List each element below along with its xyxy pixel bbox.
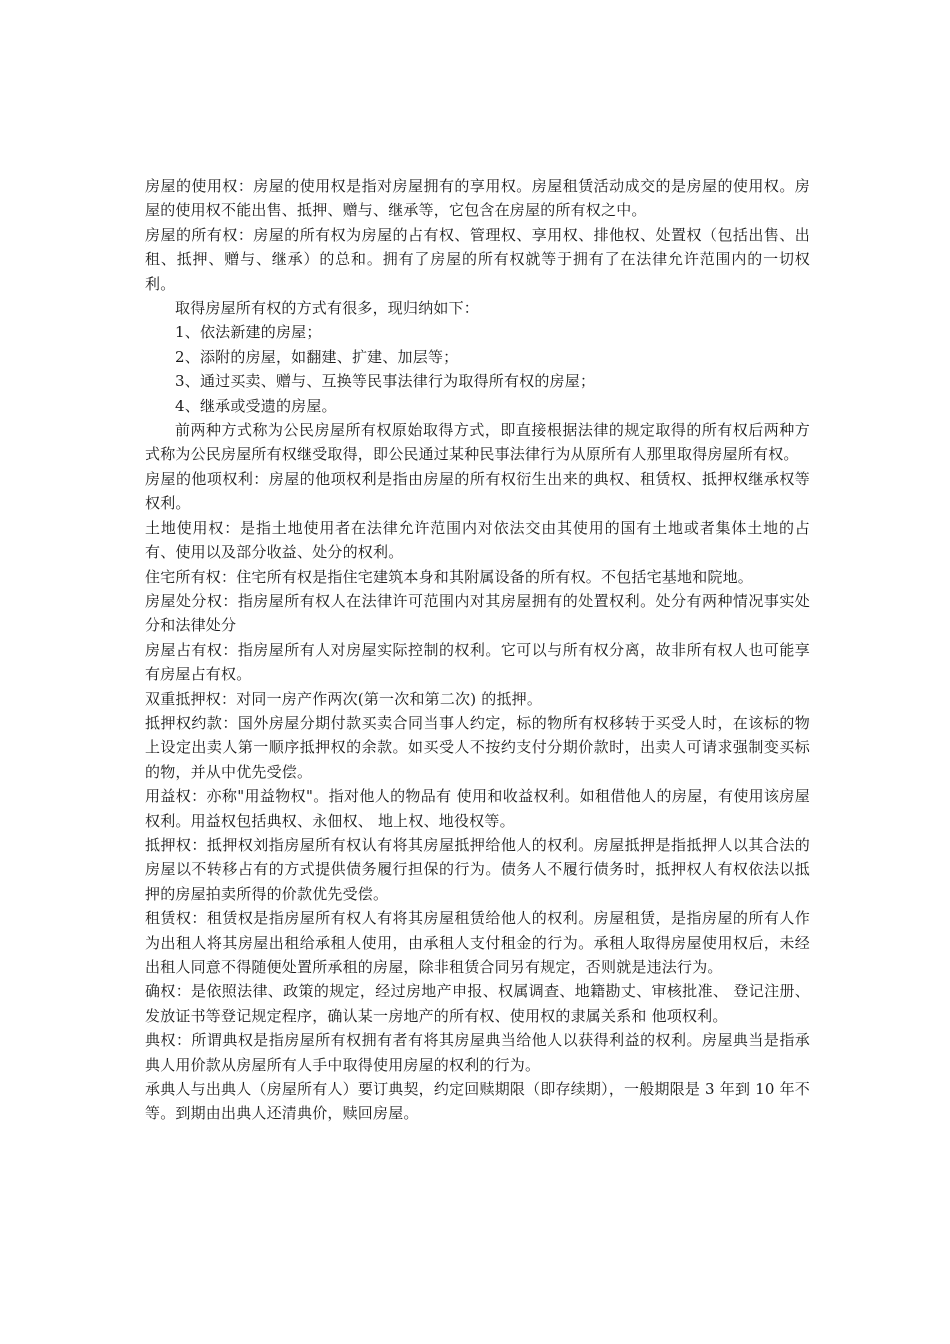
list-item-1: 1、依法新建的房屋； (175, 323, 322, 342)
list-item-2: 2、添附的房屋，如翻建、扩建、加层等； (175, 347, 459, 366)
paragraph-pawn-right: 典权：所谓典权是指房屋所有权拥有者有将其房屋典当给他人以获得利益的权利。房屋典当是指承典人用价款从房屋所有人手中取得使用房屋的权利的行为。 (145, 1031, 810, 1074)
paragraph-other-rights: 房屋的他项权利：房屋的他项权利是指由房屋的所有权衍生出来的典权、租赁权、抵押权继承权等权利。 (145, 469, 810, 513)
paragraph-pawn-contract: 承典人与出典人（房屋所有人）要订典契，约定回赎期限（即存续期），一般期限是 3 年到 10 年不等。到期由出典人还清典价，赎回房屋。 (145, 1080, 810, 1123)
list-item-4: 4、继承或受遗的房屋。 (175, 396, 337, 415)
paragraph-acquisition-intro: 取得房屋所有权的方式有很多，现归纳如下： (175, 299, 480, 318)
paragraph-double-mortgage: 双重抵押权：对同一房产作两次(第一次和第二次) 的抵押。 (145, 689, 543, 708)
paragraph-mortgage-right: 抵押权：抵押权刘指房屋所有权认有将其房屋抵押给他人的权利。房屋抵押是指抵押人以其合法的房屋以不转移占有的方式提供债务履行担保的行为。债务人不履行债务时，抵押权人有权依法以抵押的房屋拍卖所得的价款优先受偿。 (145, 835, 810, 903)
paragraph-disposal-right: 房屋处分权：指房屋所有权人在法律许可范围内对其房屋拥有的处置权利。处分有两种情况事实处分和法律处分 (145, 591, 810, 635)
paragraph-possession-right: 房屋占有权：指房屋所有人对房屋实际控制的权利。它可以与所有权分离，故非所有权人也可能享有房屋占有权。 (145, 640, 810, 684)
paragraph-ownership: 房屋的所有权：房屋的所有权为房屋的占有权、管理权、享用权、排他权、处置权（包括出售、出租、抵押、赠与、继承）的总和。拥有了房屋的所有权就等于拥有了在法律允许范围内的一切权利。 (145, 225, 810, 293)
paragraph-use-right: 房屋的使用权：房屋的使用权是指对房屋拥有的享用权。房屋租赁活动成交的是房屋的使用权。房屋的使用权不能出售、抵押、赠与、继承等，它包含在房屋的所有权之中。 (145, 177, 810, 220)
paragraph-lease-right: 租赁权：租赁权是指房屋所有权人有将其房屋租赁给他人的权利。房屋租赁，是指房屋的所有人作为出租人将其房屋出租给承租人使用，由承租人支付租金的行为。承租人取得房屋使用权后，未经出租人同意不得随便处置所承租的房屋，除非租赁合同另有规定，否则就是违法行为。 (145, 909, 810, 976)
document-page (145, 174, 810, 1126)
paragraph-residence-ownership: 住宅所有权：住宅所有权是指住宅建筑本身和其附属设备的所有权。不包括宅基地和院地。 (145, 567, 754, 586)
paragraph-land-use-right: 土地使用权：是指土地使用者在法律允许范围内对依法交由其使用的国有土地或者集体土地的占有、使用以及部分收益、处分的权利。 (145, 518, 810, 562)
list-item-3: 3、通过买卖、赠与、互换等民事法律行为取得所有权的房屋； (175, 372, 596, 391)
paragraph-mortgage-clause: 抵押权约款：国外房屋分期付款买卖合同当事人约定，标的物所有权移转于买受人时，在该标的物上设定出卖人第一顺序抵押权的余款。如买受人不按约支付分期价款时，出卖人可请求强制变买标的物，并从中优先受偿。 (145, 713, 810, 781)
paragraph-usufruct: 用益权：亦称"用益物权"。指对他人的物品有 使用和收益权利。如租借他人的房屋，有使用该房屋权利。用益权包括典权、永佃权、 地上权、地役权等。 (145, 787, 810, 830)
paragraph-acquisition-types: 前两种方式称为公民房屋所有权原始取得方式，即直接根据法律的规定取得的所有权后两种方式称为公民房屋所有权继受取得，即公民通过某种民事法律行为从原所有人那里取得房屋所有权。 (145, 421, 810, 464)
paragraph-confirmation: 确权：是依照法律、政策的规定，经过房地产申报、权属调查、地籍勘丈、审核批准、 登记注册、发放证书等登记规定程序，确认某一房地产的所有权、使用权的隶属关系和 他项权利。 (145, 982, 810, 1025)
